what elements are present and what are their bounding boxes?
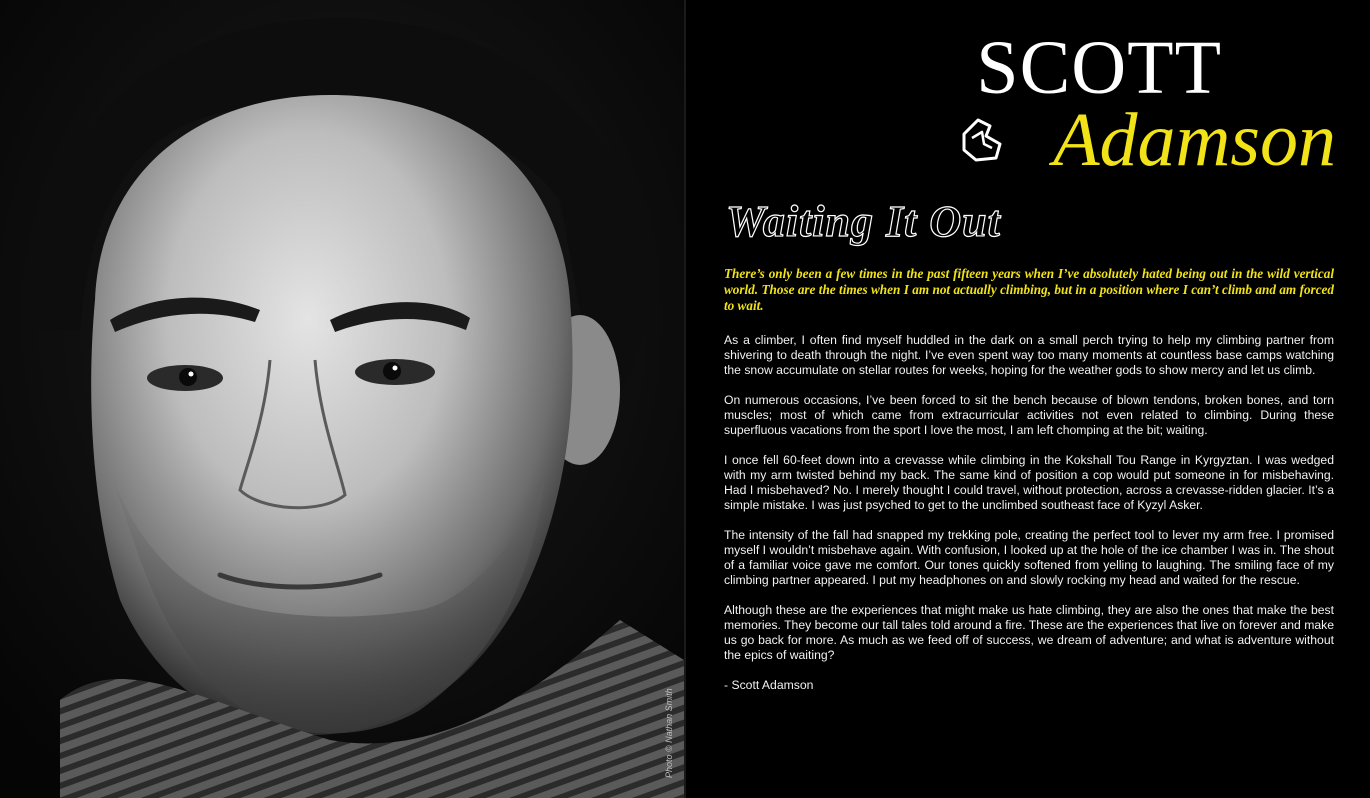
body-paragraph: Although these are the experiences that might make us hate climbing, they are also the ones that make the best memories. They become our tall tales told around a fire. These are the experiences that live on forever and make us go back for more. As much as we feed off of success, we dream of adventure; and what is adventure without the epics of waiting?	[724, 603, 1334, 662]
portrait-photo	[0, 0, 684, 798]
article-headline: Waiting It Out	[726, 197, 1001, 246]
photo-credit: Photo © Nathan Smith	[664, 688, 674, 778]
body-paragraph: On numerous occasions, I’ve been forced to sit the bench because of blown tendons, broken bones, and torn muscles; most of which came from extracurricular activities not even related to climbing. During these superfluous vacations from the sport I love the most, I am left chomping at the bit; waiting.	[724, 393, 1334, 437]
article-intro: There’s only been a few times in the past fifteen years when I’ve absolutely hated being out in the wild vertical world. Those are the times when I am not actually climbing, but in a position where I can’t climb and am forced to wait.	[724, 266, 1334, 313]
portrait-illustration	[0, 0, 684, 798]
body-paragraph: I once fell 60-feet down into a crevasse while climbing in the Kokshall Tou Range in Kyrgyztan. I was wedged with my arm twisted behind my back. The same kind of position a cop would put someone in for misbehaving. Had I misbehaved? No. I merely thought I could travel, without protection, across a crevasse-ridden glacier. It’s a simple mistake. I was just psyched to get to the unclimbed southeast face of Kyzyl Asker.	[724, 453, 1334, 512]
author-signature: - Scott Adamson	[724, 678, 814, 692]
body-paragraph: The intensity of the fall had snapped my trekking pole, creating the perfect tool to lever my arm free. I promised myself I wouldn’t misbehave again. With confusion, I looked up at the hole of the ice chamber I was in. The shout of a familiar voice gave me comfort. Our tones quickly softened from yelling to laughing. The smiling face of my climbing partner appeared. I put my headphones on and slowly rocking my head and waited for the rescue.	[724, 528, 1334, 587]
author-first-name: SCOTT	[976, 26, 1222, 110]
body-paragraph: As a climber, I often find myself huddled in the dark on a small perch trying to help my climbing partner from shivering to death through the night. I’ve even spent way too many moments at countless base camps watching the snow accumulate on stellar routes for weeks, hoping for the weather gods to show mercy and let us climb.	[724, 333, 1334, 377]
author-last-name: Adamson	[1053, 98, 1336, 182]
climbing-hold-logo-icon	[956, 114, 1006, 164]
article-body	[724, 333, 1334, 708]
article-page	[686, 0, 1370, 798]
